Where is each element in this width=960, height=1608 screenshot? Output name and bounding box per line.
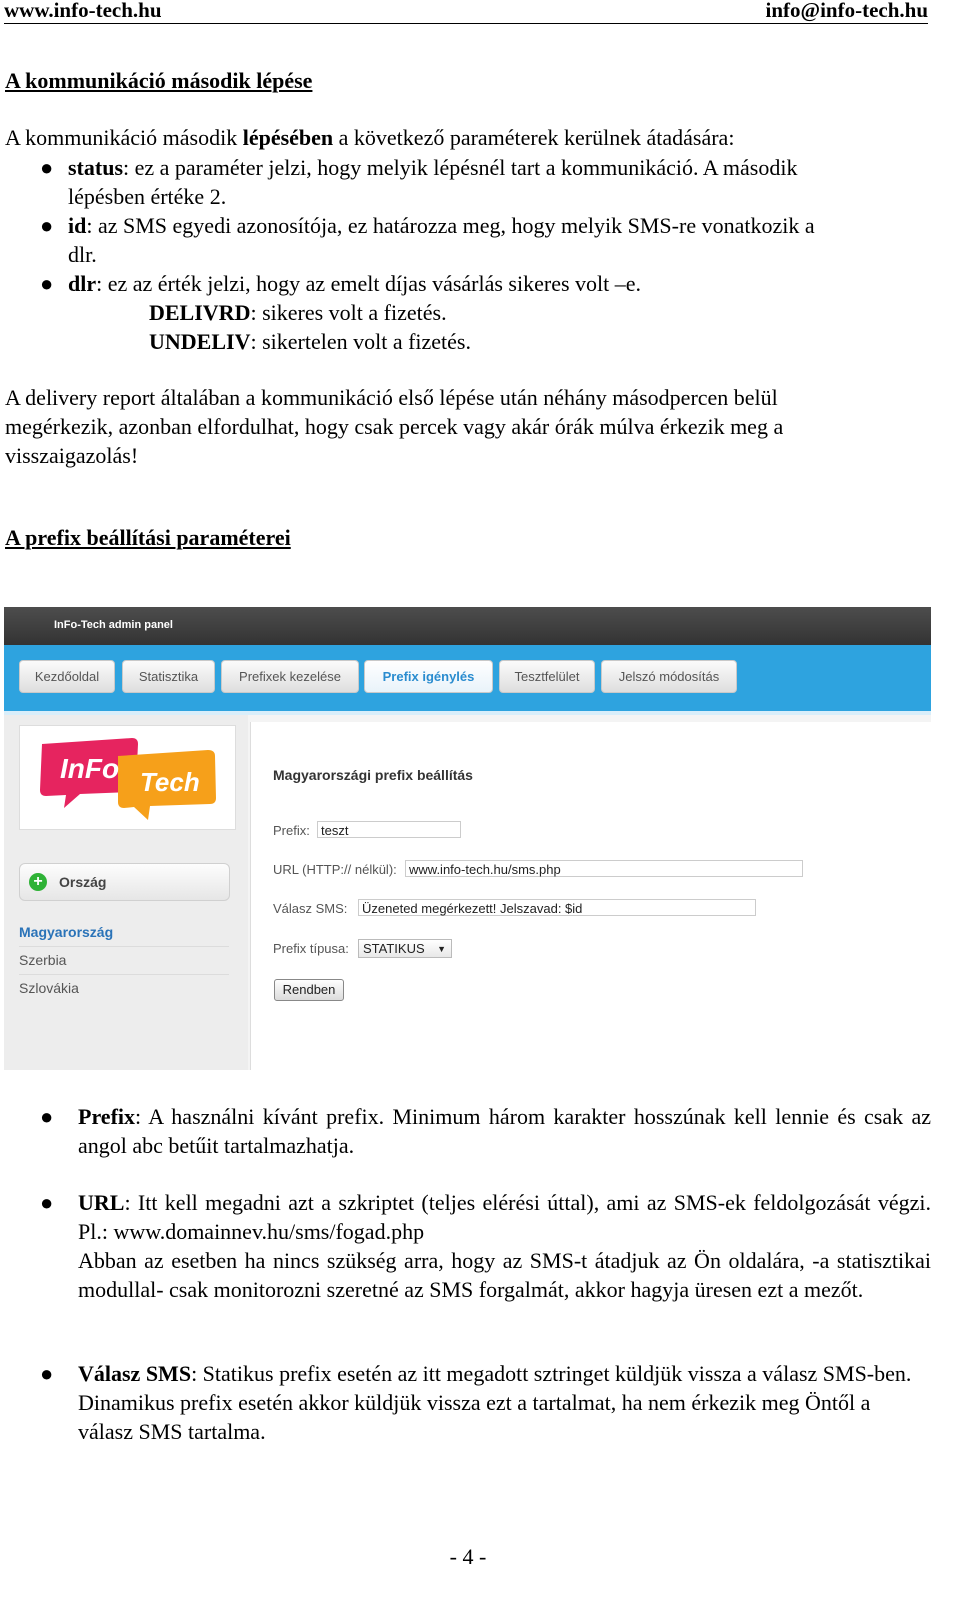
url-input[interactable]: www.info-tech.hu/sms.php [405, 860, 803, 877]
form-title: Magyarországi prefix beállítás [273, 767, 473, 783]
extra-text: Abban az esetben ha nincs szükség arra, hogy az SMS-t átadjuk az Ön oldalára, -a statisztikai modullal- csak monitorozni szeretné az SMS forgalmát, akkor hagyja üresen ezt a mezőt. [78, 1248, 931, 1302]
term: dlr [68, 271, 97, 296]
param-item-url [78, 1188, 931, 1304]
admin-main-content [250, 722, 931, 1070]
list-item-status [68, 153, 918, 211]
text: : sikertelen volt a fizetés. [250, 329, 471, 354]
term: UNDELIV [149, 329, 251, 354]
sidebar-item-serbia[interactable]: Szerbia [19, 946, 229, 975]
term: status [68, 155, 124, 180]
country-label: Ország [59, 874, 107, 890]
infotech-logo [19, 725, 236, 830]
text: : az SMS egyedi azonosítója, ez határozza meg, hogy melyik SMS-re vonatkozik a [86, 213, 815, 238]
intro-pre: A kommunikáció második [5, 125, 243, 150]
logo-word-info: InFo [60, 753, 120, 784]
line: megérkezik, azonban elfordulhat, hogy csak percek vagy akár órák múlva érkezik meg a [5, 414, 784, 439]
bullet-icon: ● [40, 1190, 54, 1215]
intro-post: a következő paraméterek kerülnek átadására: [333, 125, 735, 150]
line: visszaigazolás! [5, 443, 139, 468]
term: Prefix [78, 1104, 136, 1129]
page-number: - 4 - [449, 1544, 487, 1569]
text: : ez az érték jelzi, hogy az emelt díjas vásárlás sikeres volt –e. [96, 271, 642, 296]
reply-sms-input[interactable]: Üzeneted megérkezett! Jelszavad: $id [358, 899, 756, 916]
submit-button[interactable]: Rendben [274, 979, 344, 1001]
admin-title: InFo-Tech admin panel [54, 619, 173, 631]
list-item-dlr [68, 269, 918, 298]
sidebar-item-slovakia[interactable]: Szlovákia [19, 980, 79, 996]
prefix-type-label: Prefix típusa: [273, 941, 349, 956]
prefix-input[interactable]: teszt [317, 821, 461, 838]
reply-sms-label: Válasz SMS: [273, 901, 348, 916]
admin-navbar [4, 645, 931, 715]
country-button[interactable] [19, 863, 230, 901]
page-header [4, 0, 928, 24]
bullet-icon: ● [40, 271, 54, 296]
logo-word-tech: Tech [140, 767, 200, 797]
text: : Itt kell megadni azt a szkriptet (teljes elérési úttal), ami az SMS-ek feldolgozását végzi. Pl.: www.domainnev.hu/sms/fogad.php [78, 1190, 931, 1244]
param-item-reply-sms [78, 1359, 913, 1446]
term: id [68, 213, 87, 238]
nav-statistics[interactable]: Statisztika [122, 660, 215, 693]
dlr-value-delivrd [149, 298, 447, 327]
nav-test[interactable]: Tesztfelület [499, 660, 595, 693]
sidebar-item-hungary[interactable]: Magyarország [19, 918, 229, 947]
intro-paragraph [5, 123, 925, 152]
bullet-icon: ● [40, 1104, 54, 1129]
admin-panel-screenshot [4, 607, 931, 1070]
text: dlr. [68, 242, 97, 267]
chevron-down-icon: ▼ [437, 944, 446, 954]
plus-icon: + [29, 873, 47, 891]
text: lépésben értéke 2. [68, 184, 227, 209]
bullet-icon: ● [40, 213, 54, 238]
bullet-icon: ● [40, 1361, 54, 1386]
list-item-id [68, 211, 918, 269]
nav-password[interactable]: Jelszó módosítás [601, 660, 737, 693]
text: : sikeres volt a fizetés. [250, 300, 447, 325]
url-label: URL (HTTP:// nélkül): [273, 862, 397, 877]
prefix-type-select[interactable] [358, 939, 452, 958]
dlr-value-undeliv [149, 327, 471, 356]
text: : Statikus prefix esetén az itt megadott sztringet küldjük vissza a válasz SMS-ben. Dinamikus prefix esetén akkor küldjük vissza ezt a tartalmat, ha nem érkezik meg Öntől a válasz SMS tartalma. [78, 1361, 912, 1444]
section-title-prefix-settings: A prefix beállítási paraméterei [5, 525, 291, 550]
prefix-type-value: STATIKUS [363, 941, 425, 956]
header-email[interactable]: info@info-tech.hu [765, 0, 928, 22]
nav-prefix-request[interactable]: Prefix igénylés [364, 660, 493, 693]
intro-bold: lépésében [242, 125, 334, 150]
term: URL [78, 1190, 125, 1215]
param-item-prefix [78, 1102, 931, 1160]
text: : ez a paraméter jelzi, hogy melyik lépésnél tart a kommunikáció. A második [123, 155, 798, 180]
bullet-icon: ● [40, 155, 54, 180]
admin-topbar [4, 607, 931, 645]
nav-home[interactable]: Kezdőoldal [19, 660, 115, 693]
delivery-report-paragraph [5, 383, 925, 470]
prefix-label: Prefix: [273, 823, 310, 838]
term: DELIVRD [149, 300, 251, 325]
nav-prefix-manage[interactable]: Prefixek kezelése [221, 660, 359, 693]
header-website[interactable]: www.info-tech.hu [4, 0, 162, 22]
text: : A használni kívánt prefix. Minimum három karakter hosszúnak kell lennie és csak az angol abc betűit tartalmazhatja. [78, 1104, 931, 1158]
section-title-communication: A kommunikáció második lépése [5, 68, 313, 93]
term: Válasz SMS [78, 1361, 192, 1386]
line: A delivery report általában a kommunikáció első lépése után néhány másodpercen belül [5, 385, 778, 410]
